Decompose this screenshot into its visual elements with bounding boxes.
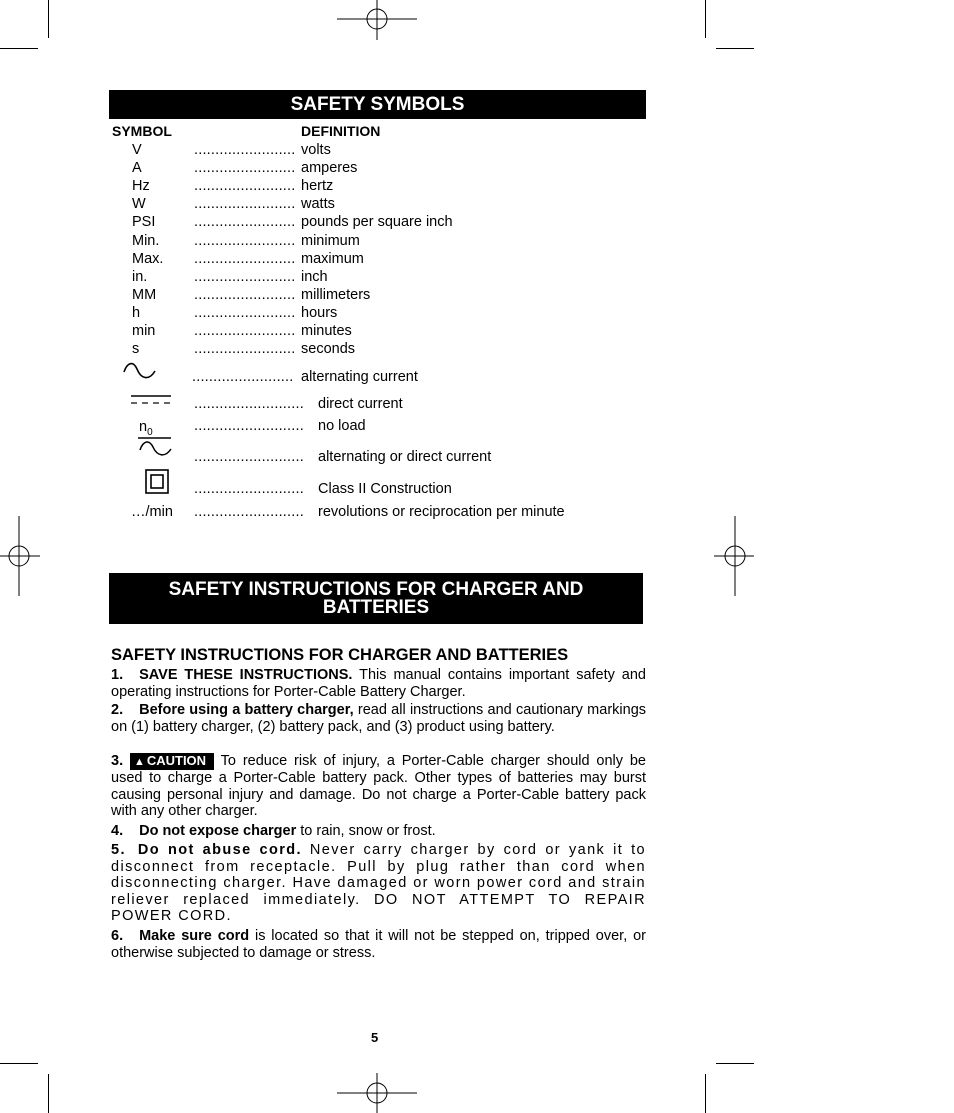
instruction-item-1: 1. SAVE THESE INSTRUCTIONS. This manual contains important safety and operating instructions for Porter-Cable Battery Charger.	[111, 667, 646, 700]
direct-current-icon	[130, 394, 172, 406]
caution-badge: ▲ CAUTION	[130, 753, 214, 770]
instruction-item-3: 3. ▲ CAUTION To reduce risk of injury, a Porter-Cable charger should only be used to charge a Porter-Cable battery pack. Other types of batteries may burst causing personal injury and damage. Do not charge a Porter-Cable battery pack with any other charger.	[111, 753, 646, 819]
registration-mark-top	[337, 0, 417, 40]
leader-dots: ........................	[194, 142, 296, 158]
definition-cell: minutes	[301, 323, 352, 339]
definition-cell: pounds per square inch	[301, 214, 453, 231]
definition-cell: inch	[301, 268, 328, 285]
symbol-cell: A	[132, 160, 142, 177]
safety-symbols-banner: SAFETY SYMBOLS	[109, 90, 646, 119]
instruction-item-6: 6. Make sure cord is located so that it will not be stepped on, tripped over, or otherwise subjected to damage or stress.	[111, 928, 646, 961]
definition-cell: minimum	[301, 232, 360, 249]
crop-mark	[48, 0, 49, 38]
ac-dc-icon	[137, 436, 173, 462]
leader-dots: ........................	[194, 250, 296, 267]
symbol-cell: Max.	[132, 250, 164, 267]
crop-mark	[48, 1074, 49, 1113]
leader-dots: ........................	[194, 304, 296, 321]
symbol-cell: in.	[132, 268, 148, 285]
symbol-cell: min	[132, 323, 156, 339]
symbol-column-header: SYMBOL	[112, 123, 172, 139]
no-load-symbol: $n_0$	[139, 419, 153, 438]
definition-cell: maximum	[301, 250, 364, 267]
class-ii-construction-icon	[145, 469, 169, 495]
registration-mark-left	[0, 516, 40, 596]
definition-cell: hertz	[301, 178, 334, 195]
crop-mark	[705, 1074, 706, 1113]
leader-dots: ........................	[194, 160, 296, 177]
definition-cell: millimeters	[301, 286, 371, 303]
definition-column-header: DEFINITION	[301, 123, 381, 139]
crop-mark	[705, 0, 706, 38]
symbol-cell: V	[132, 142, 142, 158]
symbol-cell: h	[132, 304, 141, 321]
alternating-current-icon	[121, 361, 157, 383]
instruction-item-2: 2. Before using a battery charger, read all instructions and cautionary markings on (1) battery charger, (2) battery pack, and (3) product using battery.	[111, 702, 647, 735]
leader-dots: ........................	[194, 214, 296, 231]
definition-cell: hours	[301, 304, 338, 321]
definition-cell: volts	[301, 142, 331, 158]
symbol-cell: W	[132, 196, 146, 213]
crop-mark	[0, 1063, 38, 1064]
symbol-cell: s	[132, 341, 140, 358]
leader-dots: ........................	[194, 268, 296, 285]
definition-cell: seconds	[301, 341, 356, 358]
leader-dots: ........................	[194, 178, 296, 195]
leader-dots: ........................	[194, 196, 296, 213]
symbol-cell: Hz	[132, 178, 150, 195]
charger-section-heading: SAFETY INSTRUCTIONS FOR CHARGER AND BATTERIES	[111, 646, 569, 664]
registration-mark-right	[714, 516, 754, 596]
warning-triangle-icon: ▲	[133, 756, 145, 768]
instruction-item-4: 4. Do not expose charger to rain, snow or frost.	[111, 823, 436, 839]
definition-cell: amperes	[301, 160, 358, 177]
leader-dots: ........................	[194, 341, 296, 358]
symbol-cell: PSI	[132, 214, 156, 231]
leader-dots: ........................	[194, 232, 296, 249]
instruction-item-5: 5. Do not abuse cord. Never carry charger by cord or yank it to disconnect from receptacle. Pull by plug rather than cord when disconnecting charger. Have damaged or worn power cord and strain reliever replaced immediately. DO NOT ATTEMPT TO REPAIR POWER CORD.	[111, 842, 646, 924]
leader-dots: ........................	[194, 323, 296, 339]
crop-mark	[716, 1063, 754, 1064]
crop-mark	[0, 48, 38, 49]
charger-safety-banner: SAFETY INSTRUCTIONS FOR CHARGER AND BATTERIES	[109, 573, 643, 624]
symbol-cell: Min.	[132, 232, 160, 249]
leader-dots: ........................	[194, 286, 296, 303]
crop-mark	[716, 48, 754, 49]
definition-cell: watts	[301, 196, 335, 213]
registration-mark-bottom	[337, 1073, 417, 1113]
symbol-cell: MM	[132, 286, 157, 303]
page-number: 5	[371, 1030, 379, 1045]
